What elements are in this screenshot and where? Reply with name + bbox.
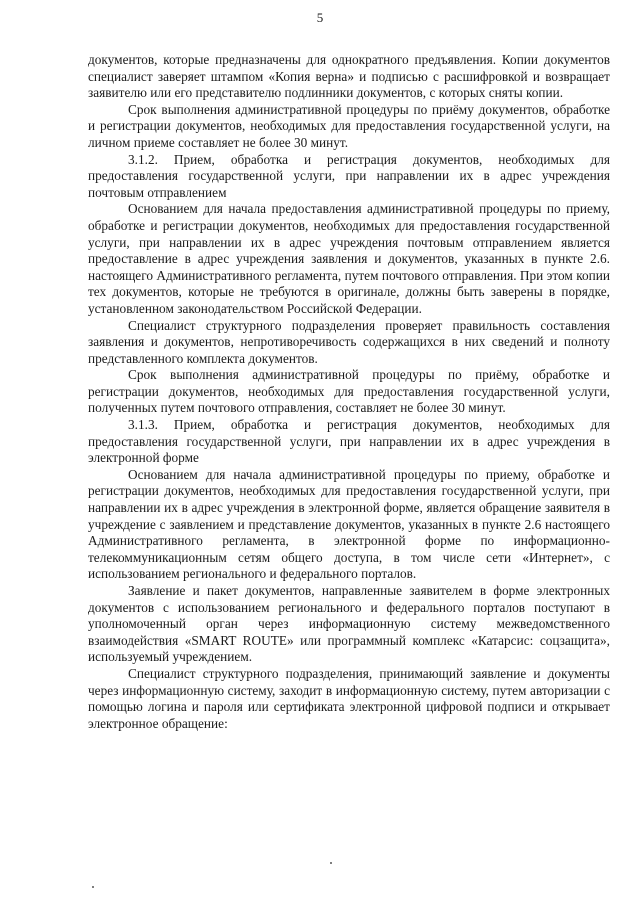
scan-speck	[92, 886, 94, 888]
page-number: 5	[316, 10, 324, 25]
section-heading-3-1-3: 3.1.3. Прием, обработка и регистрация документов, необходимых для предоставления государственной услуги, при направлении их в адрес учреждения в электронной форме	[88, 417, 610, 466]
section-heading-3-1-2: 3.1.2. Прием, обработка и регистрация документов, необходимых для предоставления государственной услуги, при направлении их в адрес учреждения почтовым отправлением	[88, 151, 610, 200]
paragraph-reception-deadline: Срок выполнения административной процедуры по приёму документов, обработке и регистрации документов, необходимых для предоставления государственной услуги, на личном приеме составляет не более 30 минут.	[88, 101, 610, 150]
paragraph-electronic-specialist: Специалист структурного подразделения, принимающий заявление и документы через информационную систему, заходит в информационную систему, путем авторизации с помощью логина и пароля или сертификата электронной цифровой подписи и открывает электронное обращение:	[88, 665, 610, 731]
paragraph-electronic-routing: Заявление и пакет документов, направленные заявителем в форме электронных документов с использованием регионального и федерального порталов поступают в уполномоченный орган через информационную систему межведомственного взаимодействия «SMART ROUTE» или программный комплекс «Катарсис: соцзащита», используемый учреждением.	[88, 583, 610, 665]
paragraph-postal-check: Специалист структурного подразделения проверяет правильность составления заявления и документов, непротиворечивость содержащихся в них сведений и полноту представленного комплекта документов.	[88, 317, 610, 366]
paragraph-continuation: документов, которые предназначены для однократного предъявления. Копии документов специалист заверяет штампом «Копия верна» и подписью с расшифровкой и возвращает заявителю или его представителю подлинники документов, с которых сняты копии.	[88, 52, 610, 101]
scan-speck	[330, 862, 332, 864]
paragraph-postal-basis: Основанием для начала предоставления административной процедуры по приему, обработке и регистрации документов, необходимых для предоставления государственной услуги, при направлении их в адрес учреждения почтовым отправлением является предоставление в адрес учреждения заявления и документов, указанных в пункте 2.6. настоящего Административного регламента, путем почтового отправления. При этом копии тех документов, которые не требуются в оригинале, должны быть заверены в порядке, установленном законодательством Российской Федерации.	[88, 201, 610, 316]
document-body	[88, 52, 610, 732]
paragraph-postal-deadline: Срок выполнения административной процедуры по приёму, обработке и регистрации документов, необходимых для предоставления государственной услуги, полученных путем почтового отправления, составляет не более 30 минут.	[88, 367, 610, 416]
paragraph-electronic-basis: Основанием для начала административной процедуры по приему, обработке и регистрации документов, необходимых для предоставления государственной услуги, при направлении их в адрес учреждения в электронной форме, является обращение заявителя в учреждение с заявлением и представление документов, указанных в пункте 2.6 настоящего Административного регламента, в электронной форме по информационно-телекоммуникационным сетям общего доступа, в том числе сети «Интернет», с использованием регионального и федерального порталов.	[88, 466, 610, 582]
